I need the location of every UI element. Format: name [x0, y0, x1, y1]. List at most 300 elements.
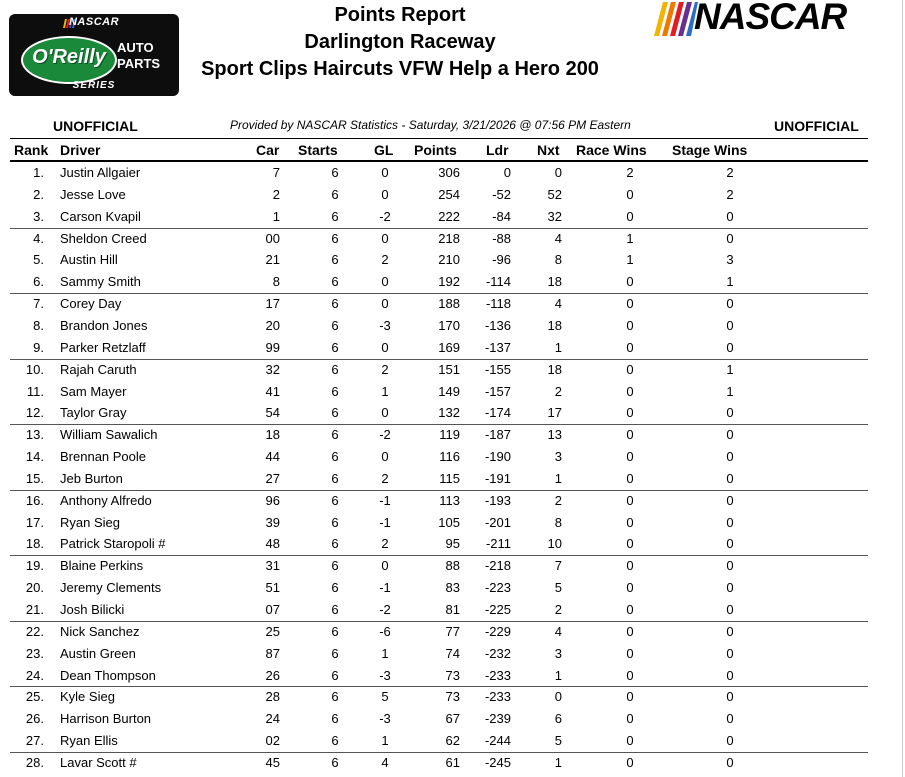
table-row: [0, 730, 905, 752]
cell-gl: 1: [381, 645, 389, 661]
cell-points: 169: [438, 339, 460, 355]
table-row: [0, 249, 905, 271]
table-row: [0, 315, 905, 337]
report-title: Points Report: [334, 4, 466, 26]
cell-points: 67: [445, 711, 460, 727]
cell-nxt: 32: [547, 208, 562, 224]
cell-nxt: 18: [547, 317, 562, 333]
cell-ldr: -114: [485, 274, 511, 290]
cell-driver: Blaine Perkins: [60, 558, 144, 574]
cell-nxt: 5: [554, 580, 562, 596]
cell-stage-wins: 0: [726, 558, 734, 574]
cell-car: 02: [265, 733, 280, 749]
cell-gl: -3: [379, 711, 391, 727]
cell-gl: 0: [381, 405, 389, 421]
nascar-logo: [654, 0, 854, 40]
cell-stage-wins: 0: [726, 689, 734, 705]
cell-race-wins: 0: [626, 623, 634, 639]
race-name: Sport Clips Haircuts VFW Help a Hero 200: [201, 58, 599, 80]
cell-driver: Jeremy Clements: [60, 580, 162, 596]
cell-stage-wins: 0: [726, 754, 734, 770]
cell-race-wins: 0: [626, 711, 634, 727]
cell-stage-wins: 0: [726, 470, 734, 486]
cell-car: 07: [265, 602, 280, 617]
table-row: [0, 337, 905, 359]
cell-rank: 17.: [25, 514, 44, 530]
cell-points: 115: [439, 470, 460, 486]
cell-starts: 6: [331, 711, 339, 727]
cell-rank: 3.: [33, 208, 44, 224]
table-row: [0, 424, 905, 446]
cell-race-wins: 0: [626, 492, 634, 508]
cell-ldr: -223: [484, 580, 511, 596]
cell-driver: Nick Sanchez: [60, 623, 140, 639]
col-header-starts: Starts: [298, 142, 338, 158]
cell-car: 54: [265, 405, 280, 421]
cell-rank: 2.: [33, 186, 44, 202]
cell-ldr: -245: [484, 754, 511, 770]
cell-car: 24: [265, 711, 280, 727]
cell-nxt: 3: [554, 645, 562, 661]
cell-gl: 0: [381, 274, 389, 290]
cell-nxt: 1: [554, 754, 562, 770]
cell-ldr: -244: [484, 733, 511, 749]
cell-gl: 2: [381, 470, 389, 486]
cell-ldr: -174: [484, 405, 511, 421]
col-header-ldr: Ldr: [486, 142, 509, 158]
table-row: [0, 752, 905, 774]
table-row: [0, 555, 905, 577]
col-header-race-wins: Race Wins: [576, 142, 647, 158]
cell-starts: 6: [331, 427, 339, 443]
cell-rank: 15.: [25, 470, 44, 486]
table-row: [0, 468, 905, 490]
cell-nxt: 18: [547, 274, 562, 290]
logo-auto-parts: [117, 40, 160, 72]
cell-gl: -1: [379, 492, 391, 508]
cell-points: 77: [445, 623, 460, 639]
cell-stage-wins: 0: [726, 580, 734, 596]
cell-race-wins: 0: [626, 470, 634, 486]
table-row: [0, 402, 905, 424]
cell-nxt: 1: [554, 339, 562, 355]
cell-race-wins: 0: [626, 733, 634, 749]
cell-driver: Taylor Gray: [60, 405, 127, 421]
logo-series-text: SERIES: [72, 80, 116, 91]
cell-gl: 2: [381, 252, 389, 268]
table-row: [0, 381, 905, 403]
cell-stage-wins: 0: [726, 317, 734, 333]
cell-car: 00: [265, 230, 280, 246]
cell-driver: Josh Bilicki: [60, 602, 125, 617]
cell-points: 149: [438, 383, 460, 399]
cell-race-wins: 0: [626, 427, 634, 443]
cell-driver: Justin Allgaier: [60, 165, 141, 180]
cell-nxt: 0: [554, 689, 562, 705]
cell-nxt: 1: [554, 667, 562, 683]
cell-car: 96: [265, 492, 280, 508]
cell-rank: 12.: [25, 405, 44, 421]
cell-car: 31: [265, 558, 280, 574]
cell-ldr: -155: [484, 361, 511, 377]
cell-starts: 6: [331, 689, 339, 705]
track-name: Darlington Raceway: [304, 31, 496, 53]
logo-brand-text: O'Reilly: [32, 46, 106, 68]
cell-points: 222: [438, 208, 460, 224]
cell-stage-wins: 0: [726, 427, 734, 443]
cell-stage-wins: 0: [726, 405, 734, 421]
cell-stage-wins: 2: [726, 186, 734, 202]
cell-starts: 6: [331, 645, 339, 661]
cell-ldr: -191: [484, 470, 511, 486]
cell-rank: 16.: [25, 492, 44, 508]
table-row: [0, 533, 905, 555]
cell-starts: 6: [331, 165, 339, 180]
cell-rank: 4.: [33, 230, 44, 246]
cell-ldr: -84: [492, 208, 511, 224]
cell-rank: 26.: [25, 711, 44, 727]
cell-ldr: -211: [485, 536, 511, 552]
cell-car: 87: [265, 645, 280, 661]
cell-race-wins: 0: [626, 449, 634, 465]
cell-driver: Lavar Scott #: [60, 754, 137, 770]
cell-car: 1: [272, 208, 280, 224]
cell-car: 20: [265, 317, 280, 333]
cell-car: 32: [265, 361, 280, 377]
cell-starts: 6: [331, 186, 339, 202]
cell-driver: Harrison Burton: [60, 711, 152, 727]
cell-driver: Jesse Love: [60, 186, 126, 202]
cell-driver: Dean Thompson: [60, 667, 156, 683]
cell-race-wins: 1: [626, 252, 634, 268]
cell-car: 21: [265, 252, 280, 268]
cell-rank: 11.: [26, 383, 44, 399]
cell-stage-wins: 1: [726, 274, 734, 290]
cell-stage-wins: 1: [726, 361, 734, 377]
table-row: [0, 512, 905, 534]
cell-stage-wins: 0: [726, 602, 734, 617]
cell-stage-wins: 0: [726, 667, 734, 683]
cell-rank: 18.: [25, 536, 44, 552]
cell-ldr: -88: [492, 230, 511, 246]
cell-rank: 20.: [25, 580, 44, 596]
cell-driver: Corey Day: [60, 296, 122, 312]
cell-race-wins: 0: [626, 754, 634, 770]
cell-driver: Anthony Alfredo: [60, 492, 152, 508]
cell-gl: 0: [381, 296, 389, 312]
cell-ldr: -137: [484, 339, 511, 355]
cell-starts: 6: [331, 449, 339, 465]
cell-ldr: -187: [484, 427, 511, 443]
cell-rank: 19.: [25, 558, 44, 574]
cell-starts: 6: [331, 470, 339, 486]
cell-starts: 6: [331, 536, 339, 552]
cell-car: 2: [272, 186, 280, 202]
cell-stage-wins: 0: [726, 711, 734, 727]
cell-starts: 6: [331, 623, 339, 639]
cell-rank: 25.: [25, 689, 44, 705]
cell-car: 51: [265, 580, 280, 596]
cell-points: 105: [438, 514, 460, 530]
cell-race-wins: 0: [626, 186, 634, 202]
nascar-bars-icon: [654, 2, 698, 36]
cell-nxt: 17: [547, 405, 562, 421]
table-row: [0, 643, 905, 665]
cell-stage-wins: 0: [726, 623, 734, 639]
col-header-driver: Driver: [60, 142, 101, 158]
cell-race-wins: 0: [626, 558, 634, 574]
cell-starts: 6: [331, 361, 339, 377]
cell-driver: Patrick Staropoli #: [60, 536, 166, 552]
col-header-nxt: Nxt: [537, 142, 560, 158]
col-header-rank: Rank: [14, 142, 49, 158]
table-row: [0, 708, 905, 730]
cell-car: 27: [265, 470, 280, 486]
col-header-stage-wins: Stage Wins: [672, 142, 748, 158]
cell-car: 39: [265, 514, 280, 530]
table-row: [0, 577, 905, 599]
cell-points: 113: [439, 492, 460, 508]
cell-gl: -1: [379, 580, 391, 596]
cell-driver: Sammy Smith: [60, 274, 141, 290]
cell-race-wins: 0: [626, 405, 634, 421]
cell-rank: 13.: [25, 427, 44, 443]
cell-nxt: 1: [554, 470, 562, 486]
cell-rank: 23.: [25, 645, 44, 661]
table-row: [0, 686, 905, 708]
cell-starts: 6: [331, 296, 339, 312]
cell-car: 25: [265, 623, 280, 639]
col-header-points: Points: [414, 142, 457, 158]
cell-points: 218: [438, 230, 460, 246]
cell-car: 18: [265, 427, 280, 443]
cell-gl: 1: [381, 383, 389, 399]
cell-race-wins: 0: [626, 514, 634, 530]
cell-starts: 6: [331, 733, 339, 749]
cell-starts: 6: [331, 339, 339, 355]
cell-race-wins: 0: [626, 208, 634, 224]
table-row: [0, 490, 905, 512]
cell-starts: 6: [331, 754, 339, 770]
cell-points: 306: [438, 165, 460, 180]
cell-race-wins: 0: [626, 645, 634, 661]
cell-driver: Brennan Poole: [60, 449, 147, 465]
cell-race-wins: 0: [626, 689, 634, 705]
cell-ldr: -218: [484, 558, 511, 574]
cell-rank: 22.: [25, 623, 44, 639]
table-row: [0, 599, 905, 621]
cell-gl: -3: [379, 317, 391, 333]
table-row: [0, 446, 905, 468]
cell-rank: 14.: [25, 449, 44, 465]
cell-car: 17: [265, 296, 280, 312]
logo-auto-text: AUTO: [117, 40, 154, 55]
cell-ldr: -190: [484, 449, 511, 465]
table-row: [0, 621, 905, 643]
cell-nxt: 2: [554, 492, 562, 508]
cell-driver: Ryan Ellis: [60, 733, 118, 749]
cell-starts: 6: [331, 667, 339, 683]
cell-starts: 6: [331, 383, 339, 399]
cell-points: 119: [439, 427, 460, 443]
cell-gl: 0: [381, 339, 389, 355]
cell-driver: Parker Retzlaff: [60, 339, 146, 355]
cell-nxt: 8: [554, 252, 562, 268]
cell-driver: Kyle Sieg: [60, 689, 115, 705]
cell-gl: 0: [381, 558, 389, 574]
provided-by-line: Provided by NASCAR Statistics - Saturday, 3/21/2026 @ 07:56 PM Eastern: [230, 118, 631, 132]
cell-starts: 6: [331, 558, 339, 574]
cell-race-wins: 0: [626, 317, 634, 333]
cell-ldr: -225: [484, 602, 511, 617]
cell-race-wins: 1: [626, 230, 634, 246]
cell-ldr: -233: [484, 667, 511, 683]
cell-driver: Ryan Sieg: [60, 514, 120, 530]
cell-ldr: -193: [484, 492, 511, 508]
cell-gl: -1: [379, 514, 391, 530]
cell-rank: 8.: [33, 317, 44, 333]
cell-stage-wins: 0: [726, 230, 734, 246]
cell-gl: -2: [379, 602, 391, 617]
cell-points: 88: [445, 558, 460, 574]
cell-stage-wins: 2: [726, 165, 734, 180]
cell-car: 28: [265, 689, 280, 705]
cell-ldr: -157: [484, 383, 511, 399]
cell-nxt: 6: [554, 711, 562, 727]
cell-nxt: 13: [547, 427, 562, 443]
cell-gl: 1: [381, 733, 389, 749]
cell-stage-wins: 0: [726, 492, 734, 508]
cell-gl: 2: [381, 361, 389, 377]
cell-points: 83: [445, 580, 460, 596]
cell-nxt: 0: [554, 165, 562, 180]
cell-car: 8: [272, 274, 280, 290]
cell-points: 132: [438, 405, 460, 421]
cell-gl: -3: [379, 667, 391, 683]
cell-gl: 0: [381, 230, 389, 246]
cell-nxt: 7: [554, 558, 562, 574]
cell-car: 45: [265, 754, 280, 770]
cell-nxt: 2: [554, 383, 562, 399]
cell-starts: 6: [331, 405, 339, 421]
cell-gl: 5: [381, 689, 389, 705]
cell-driver: Sheldon Creed: [60, 230, 147, 246]
header-top-rule: [10, 138, 868, 139]
cell-points: 254: [438, 186, 460, 202]
cell-rank: 10.: [25, 361, 44, 377]
cell-car: 26: [265, 667, 280, 683]
cell-points: 62: [445, 733, 460, 749]
cell-rank: 21.: [25, 602, 44, 617]
cell-ldr: 0: [503, 165, 511, 180]
logo-parts-text: PARTS: [117, 56, 161, 71]
cell-car: 48: [265, 536, 280, 552]
cell-points: 74: [445, 645, 460, 661]
cell-stage-wins: 0: [726, 208, 734, 224]
cell-stage-wins: 0: [726, 733, 734, 749]
table-row: [0, 665, 905, 687]
cell-points: 61: [445, 754, 460, 770]
cell-race-wins: 0: [626, 339, 634, 355]
cell-points: 151: [438, 361, 460, 377]
table-row: [0, 228, 905, 250]
table-row: [0, 162, 905, 184]
cell-stage-wins: 3: [726, 252, 734, 268]
cell-stage-wins: 0: [726, 296, 734, 312]
cell-points: 192: [438, 274, 460, 290]
cell-rank: 1.: [33, 165, 44, 180]
cell-driver: Carson Kvapil: [60, 208, 141, 224]
cell-stage-wins: 1: [726, 383, 734, 399]
cell-starts: 6: [331, 602, 339, 617]
cell-stage-wins: 0: [726, 514, 734, 530]
table-row: [0, 206, 905, 228]
cell-starts: 6: [331, 208, 339, 224]
cell-race-wins: 0: [626, 536, 634, 552]
cell-nxt: 2: [554, 602, 562, 617]
cell-car: 44: [265, 449, 280, 465]
cell-points: 81: [445, 602, 460, 617]
cell-rank: 5.: [33, 252, 44, 268]
cell-car: 99: [265, 339, 280, 355]
cell-gl: 2: [381, 536, 389, 552]
cell-gl: 4: [381, 754, 389, 770]
cell-gl: -2: [379, 208, 391, 224]
cell-points: 170: [438, 317, 460, 333]
cell-race-wins: 0: [626, 383, 634, 399]
cell-race-wins: 0: [626, 602, 634, 617]
cell-nxt: 5: [554, 733, 562, 749]
nascar-logo-text: NASCAR: [694, 0, 847, 37]
unofficial-label-left: UNOFFICIAL: [53, 118, 138, 134]
table-row: [0, 184, 905, 206]
cell-ldr: -136: [484, 317, 511, 333]
unofficial-label-right: UNOFFICIAL: [774, 118, 859, 134]
cell-race-wins: 2: [626, 165, 634, 180]
col-header-car: Car: [256, 142, 280, 158]
cell-driver: Austin Green: [60, 645, 136, 661]
cell-starts: 6: [331, 252, 339, 268]
cell-driver: Sam Mayer: [60, 383, 127, 399]
cell-points: 73: [445, 689, 460, 705]
cell-race-wins: 0: [626, 274, 634, 290]
cell-car: 41: [265, 383, 280, 399]
cell-starts: 6: [331, 230, 339, 246]
cell-race-wins: 0: [626, 580, 634, 596]
cell-nxt: 4: [554, 230, 562, 246]
cell-starts: 6: [331, 492, 339, 508]
cell-stage-wins: 0: [726, 449, 734, 465]
cell-ldr: -229: [484, 623, 511, 639]
cell-race-wins: 0: [626, 296, 634, 312]
cell-rank: 27.: [25, 733, 44, 749]
cell-nxt: 3: [554, 449, 562, 465]
cell-nxt: 4: [554, 296, 562, 312]
report-title-block: [180, 2, 620, 83]
cell-stage-wins: 0: [726, 536, 734, 552]
cell-driver: William Sawalich: [60, 427, 158, 443]
cell-ldr: -52: [492, 186, 511, 202]
cell-starts: 6: [331, 580, 339, 596]
cell-rank: 9.: [33, 339, 44, 355]
cell-driver: Jeb Burton: [60, 470, 123, 486]
cell-gl: 0: [381, 186, 389, 202]
cell-gl: -6: [379, 623, 391, 639]
cell-ldr: -232: [484, 645, 511, 661]
cell-driver: Austin Hill: [60, 252, 118, 268]
table-row: [0, 271, 905, 293]
cell-gl: 0: [381, 165, 389, 180]
